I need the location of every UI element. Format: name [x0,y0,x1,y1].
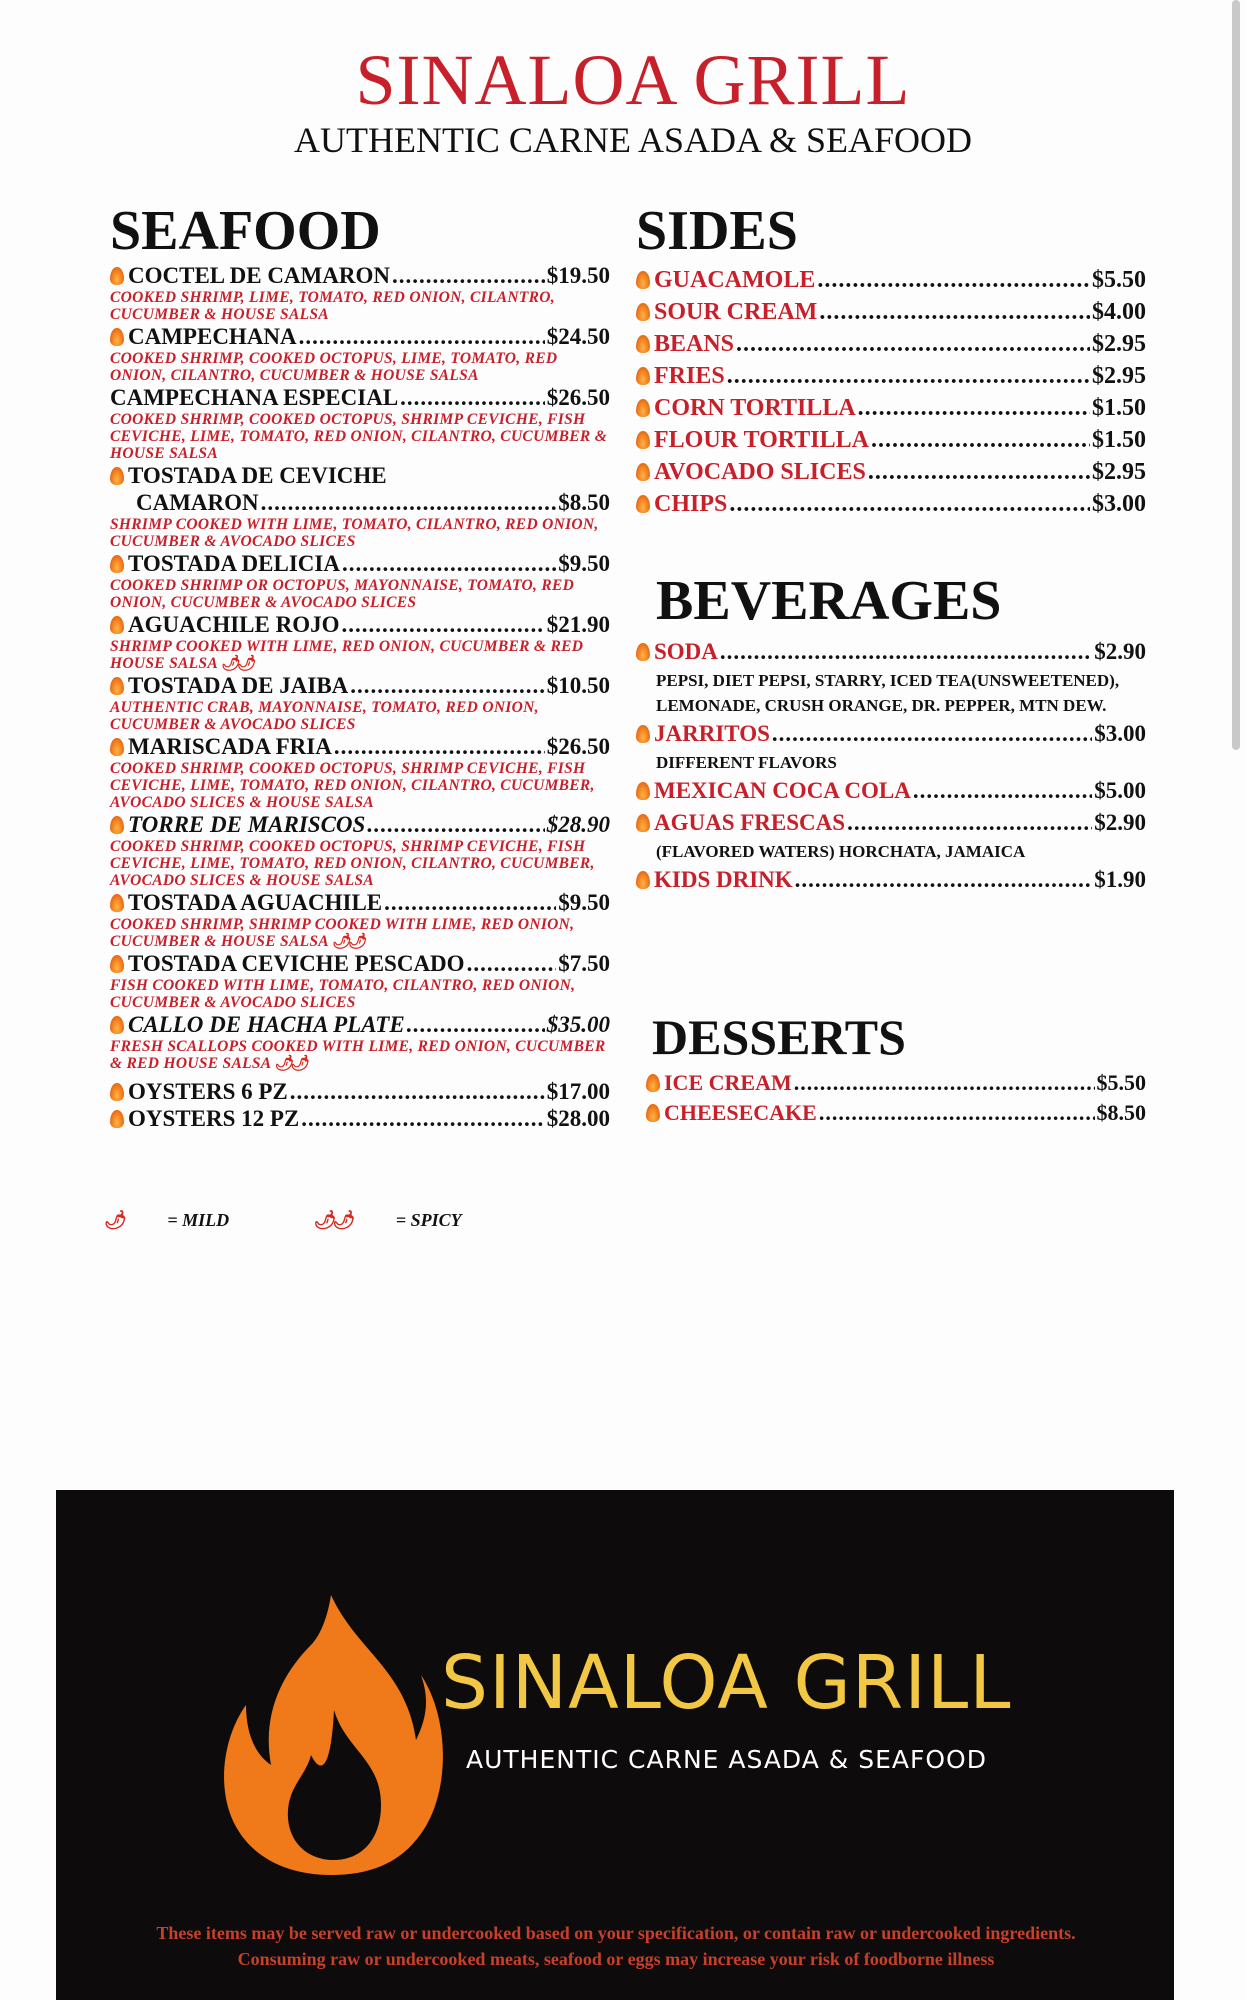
flame-icon [110,467,124,485]
banner-subtitle: AUTHENTIC CARNE ASADA & SEAFOOD [466,1745,987,1774]
flame-icon [110,616,124,634]
flame-icon [636,643,650,661]
menu-item: SODA ..... $2.90 [636,636,1146,668]
flame-icon [110,894,124,912]
item-price: $35.00 [546,1012,610,1037]
menu-item: GUACAMOLE ..... $5.50 [636,264,1146,296]
menu-item: FRIES ..... $2.95 [636,360,1146,392]
flame-icon [110,955,124,973]
item-price: $5.50 [1092,267,1146,293]
seafood-section [110,200,610,1132]
item-price: $17.00 [546,1079,610,1104]
restaurant-title: SINALOA GRILL [355,40,911,120]
menu-item: MARISCADA FRIA ..... $26.50 COOKED SHRIMP, COOKED OCTOPUS, SHRIMP CEVICHE, FISH CEVICHE, LIME, TOMATO, RED ONION, CILANTRO, CUCUMBER, AVOCADO SLICES & HOUSE SALSA [110,733,610,811]
item-description: SHRIMP COOKED WITH LIME, RED ONION, CUCUMBER & RED HOUSE SALSA 🌶🌶 [110,638,584,672]
flame-logo-icon [216,1590,446,1880]
item-price: $8.50 [558,490,610,515]
item-description: AUTHENTIC CRAB, MAYONNAISE, TOMATO, RED ONION, CUCUMBER & AVOCADO SLICES [110,699,539,733]
menu-item: BEANS ..... $2.95 [636,328,1146,360]
menu-item: MEXICAN COCA COLA ..... $5.00 [636,775,1146,807]
item-price: $28.00 [546,1106,610,1131]
chili-spicy-icon: 🌶🌶 [274,1055,307,1072]
menu-item: CHIPS ..... $3.00 [636,488,1146,520]
menu-item: FLOUR TORTILLA ..... $1.50 [636,424,1146,456]
menu-item: SOUR CREAM ..... $4.00 [636,296,1146,328]
flame-icon [636,495,650,513]
legend-mild: 🌶 = MILD [104,1210,230,1230]
menu-item: AGUAS FRESCAS ..... $2.90 [636,807,1146,839]
item-description: COOKED SHRIMP, COOKED OCTOPUS, SHRIMP CEVICHE, FISH CEVICHE, LIME, TOMATO, RED ONION, CILANTRO, CUCUMBER, AVOCADO SLICES & HOUSE SALSA [110,838,595,889]
chili-mild-icon: 🌶 [104,1210,123,1230]
item-price: $8.50 [1096,1100,1146,1125]
chili-spicy-icon: 🌶🌶 [313,1210,352,1230]
banner-title: SINALOA GRILL [441,1640,1012,1726]
item-price: $2.95 [1092,459,1146,485]
legend-spicy: 🌶🌶 = SPICY [313,1210,462,1230]
item-description: (FLAVORED WATERS) HORCHATA, JAMAICA [656,842,1026,861]
menu-item: OYSTERS 12 PZ ..... $28.00 [110,1105,610,1132]
desserts-section [636,1006,1146,1128]
menu-item: JARRITOS ..... $3.00 [636,718,1146,750]
item-description: COOKED SHRIMP, LIME, TOMATO, RED ONION, CILANTRO, CUCUMBER & HOUSE SALSA [110,289,555,323]
chili-spicy-icon: 🌶🌶 [221,655,253,672]
section-title-beverages: BEVERAGES [656,570,1002,632]
item-price: $2.90 [1094,639,1146,664]
flame-icon [110,328,124,346]
item-price: $5.50 [1096,1070,1146,1095]
flame-icon [636,814,650,832]
chili-spicy-icon: 🌶🌶 [332,933,364,950]
right-column [636,200,1146,1128]
item-description: SHRIMP COOKED WITH LIME, TOMATO, CILANTRO, RED ONION, CUCUMBER & AVOCADO SLICES [110,516,599,550]
flame-icon [636,871,650,889]
menu-item: AVOCADO SLICES ..... $2.95 [636,456,1146,488]
flame-icon [646,1104,660,1122]
flame-icon [636,367,650,385]
menu-header [0,40,1246,160]
sides-section [636,200,1146,520]
item-price: $26.50 [546,734,610,759]
item-description: FISH COOKED WITH LIME, TOMATO, CILANTRO, RED ONION, CUCUMBER & AVOCADO SLICES [110,977,576,1011]
menu-item: CHEESECAKE ..... $8.50 [636,1098,1146,1128]
item-price: $7.50 [558,951,610,976]
flame-icon [110,1083,124,1101]
item-price: $9.50 [558,551,610,576]
item-description: COOKED SHRIMP, COOKED OCTOPUS, LIME, TOMATO, RED ONION, CILANTRO, CUCUMBER & HOUSE SALSA [110,350,558,384]
item-price: $1.50 [1092,427,1146,453]
menu-item: ICE CREAM ..... $5.50 [636,1068,1146,1098]
item-description: DIFFERENT FLAVORS [656,753,837,772]
menu-item: KIDS DRINK ..... $1.90 [636,864,1146,896]
menu-item: TORRE DE MARISCOS ..... $28.90 COOKED SHRIMP, COOKED OCTOPUS, SHRIMP CEVICHE, FISH CEVICHE, LIME, TOMATO, RED ONION, CILANTRO, CUCUMBER, AVOCADO SLICES & HOUSE SALSA [110,811,610,889]
section-title-desserts: DESSERTS [652,1009,906,1065]
item-price: $2.90 [1094,810,1146,835]
item-price: $10.50 [546,673,610,698]
item-description: COOKED SHRIMP, COOKED OCTOPUS, SHRIMP CEVICHE, FISH CEVICHE, LIME, TOMATO, RED ONION, CILANTRO, CUCUMBER, AVOCADO SLICES & HOUSE SALSA [110,760,595,811]
item-description: PEPSI, DIET PEPSI, STARRY, ICED TEA(UNSWEETENED), LEMONADE, CRUSH ORANGE, DR. PEPPER, MTN DEW. [656,671,1120,715]
flame-icon [110,738,124,756]
item-price: $26.50 [546,385,610,410]
item-description: COOKED SHRIMP, SHRIMP COOKED WITH LIME, RED ONION, CUCUMBER & HOUSE SALSA 🌶🌶 [110,916,575,950]
menu-item: CAMPECHANA ESPECIAL ..... $26.50 COOKED SHRIMP, COOKED OCTOPUS, SHRIMP CEVICHE, FISH CEVICHE, LIME, TOMATO, RED ONION, CILANTRO, CUCUMBER & HOUSE SALSA [110,384,610,462]
flame-icon [636,725,650,743]
section-title-sides: SIDES [636,200,798,262]
item-price: $3.00 [1092,491,1146,517]
item-price: $1.50 [1092,395,1146,421]
item-price: $2.95 [1092,363,1146,389]
item-description: COOKED SHRIMP OR OCTOPUS, MAYONNAISE, TOMATO, RED ONION, CUCUMBER & AVOCADO SLICES [110,577,575,611]
restaurant-subtitle: AUTHENTIC CARNE ASADA & SEAFOOD [293,120,973,160]
section-title-seafood: SEAFOOD [110,200,381,262]
flame-icon [646,1074,660,1092]
flame-icon [636,335,650,353]
flame-icon [110,1016,124,1034]
item-price: $2.95 [1092,331,1146,357]
flame-icon [636,463,650,481]
menu-item: AGUACHILE ROJO ..... $21.90 SHRIMP COOKED WITH LIME, RED ONION, CUCUMBER & RED HOUSE SALSA 🌶🌶 [110,611,610,672]
menu-item: TOSTADA DE CEVICHE CAMARON ..... $8.50 SHRIMP COOKED WITH LIME, TOMATO, CILANTRO, RED ONION, CUCUMBER & AVOCADO SLICES [110,462,610,550]
item-price: $24.50 [546,324,610,349]
item-description: COOKED SHRIMP, COOKED OCTOPUS, SHRIMP CEVICHE, FISH CEVICHE, LIME, TOMATO, RED ONION, CILANTRO, CUCUMBER & HOUSE SALSA [110,411,608,462]
menu-item: CAMPECHANA ..... $24.50 COOKED SHRIMP, COOKED OCTOPUS, LIME, TOMATO, RED ONION, CILANTRO, CUCUMBER & HOUSE SALSA [110,323,610,384]
menu-item: COCTEL DE CAMARON ..... $19.50 COOKED SHRIMP, LIME, TOMATO, RED ONION, CILANTRO, CUCUMBER & HOUSE SALSA [110,262,610,323]
item-price: $1.90 [1094,867,1146,892]
item-price: $9.50 [558,890,610,915]
menu-item: TOSTADA CEVICHE PESCADO ..... $7.50 FISH COOKED WITH LIME, TOMATO, CILANTRO, RED ONION, CUCUMBER & AVOCADO SLICES [110,950,610,1011]
flame-icon [110,267,124,285]
menu-item: TOSTADA AGUACHILE ..... $9.50 COOKED SHRIMP, SHRIMP COOKED WITH LIME, RED ONION, CUCUMBER & HOUSE SALSA 🌶🌶 [110,889,610,950]
flame-icon [636,782,650,800]
flame-icon [110,1110,124,1128]
menu-item: CALLO DE HACHA PLATE ..... $35.00 FRESH SCALLOPS COOKED WITH LIME, RED ONION, CUCUMBER & RED HOUSE SALSA 🌶🌶 [110,1011,610,1072]
menu-item: OYSTERS 6 PZ ..... $17.00 [110,1078,610,1105]
item-price: $19.50 [546,263,610,288]
brand-banner [56,1490,1174,2000]
item-price: $21.90 [546,612,610,637]
item-price: $28.90 [546,812,610,837]
menu-item: CORN TORTILLA ..... $1.50 [636,392,1146,424]
item-price: $3.00 [1094,721,1146,746]
item-price: $5.00 [1094,778,1146,803]
item-description: FRESH SCALLOPS COOKED WITH LIME, RED ONION, CUCUMBER & RED HOUSE SALSA 🌶🌶 [110,1038,606,1072]
flame-icon [636,271,650,289]
flame-icon [110,677,124,695]
flame-icon [636,431,650,449]
flame-icon [636,399,650,417]
beverages-section [636,570,1146,896]
flame-icon [636,303,650,321]
food-safety-disclaimer: These items may be served raw or undercooked based on your specification, or contain raw or undercooked ingredients. Consuming raw or undercooked meats, seafood or eggs may increase your risk of foodborne illness [156,1923,1076,1969]
menu-item: TOSTADA DELICIA ..... $9.50 COOKED SHRIMP OR OCTOPUS, MAYONNAISE, TOMATO, RED ONION, CUCUMBER & AVOCADO SLICES [110,550,610,611]
flame-icon [110,555,124,573]
flame-icon [110,816,124,834]
item-price: $4.00 [1092,299,1146,325]
menu-item: TOSTADA DE JAIBA ..... $10.50 AUTHENTIC CRAB, MAYONNAISE, TOMATO, RED ONION, CUCUMBER & AVOCADO SLICES [110,672,610,733]
spice-legend [104,1210,542,1231]
